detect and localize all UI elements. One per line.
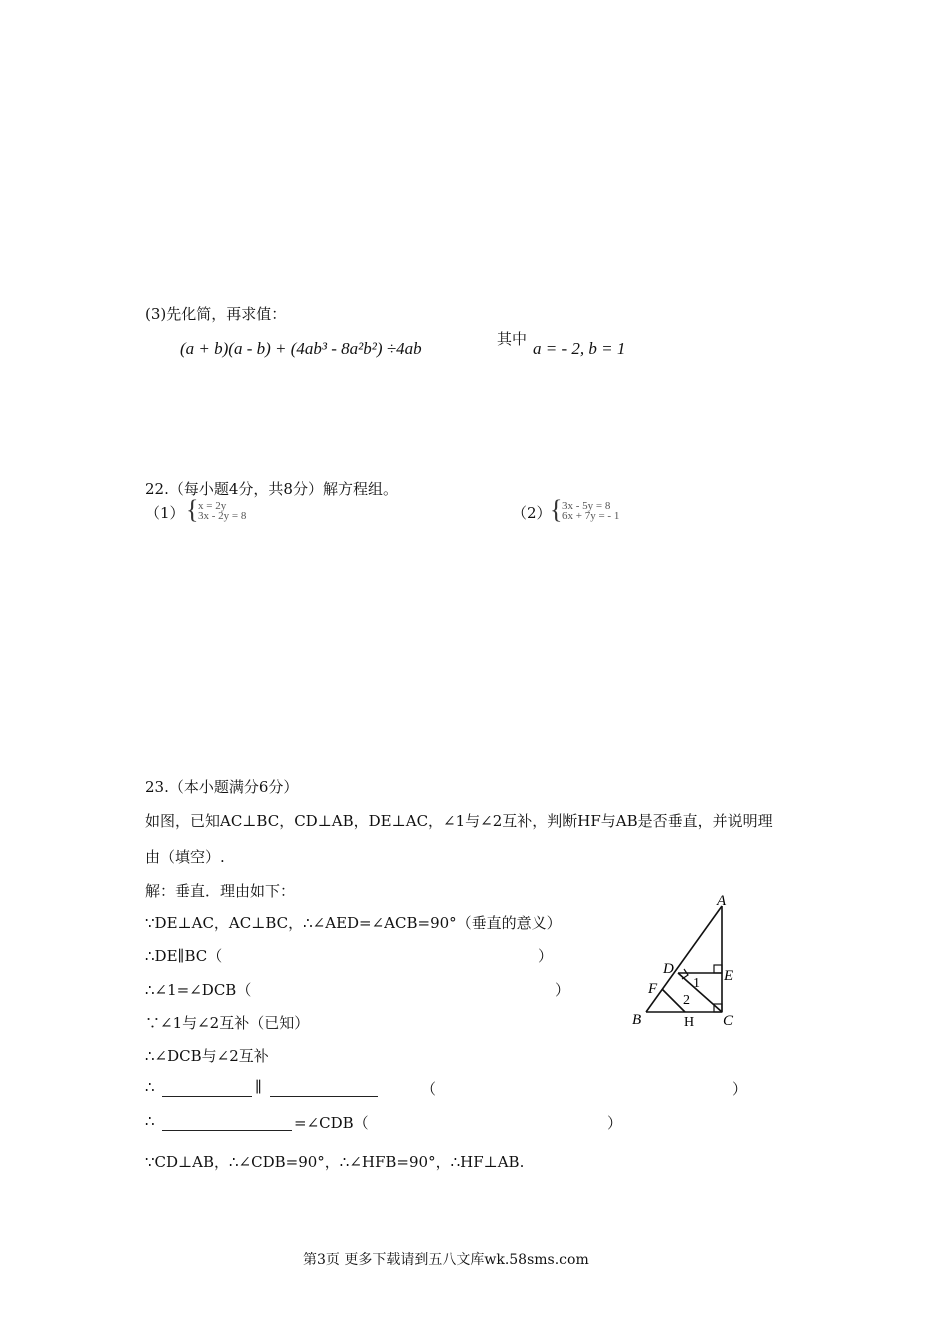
q23-step8: ∵CD⊥AB，∴∠CDB=90°，∴∠HFB=90°，∴HF⊥AB. xyxy=(145,1153,525,1171)
q22-part2-brace: { xyxy=(550,495,563,524)
q23-step7-therefore: ∴ xyxy=(145,1112,155,1130)
q22-part2-eq2: 6x + 7y = - 1 xyxy=(562,510,620,522)
q23-problem-line2: 由（填空）. xyxy=(145,848,225,866)
q23-step6-open: （ xyxy=(421,1080,437,1098)
q23-step2-start: ∴DE∥BC（ xyxy=(145,947,223,965)
q21-condition-label: 其中 xyxy=(497,330,528,348)
label-f: F xyxy=(648,981,658,997)
q21-condition-values: a = - 2, b = 1 xyxy=(533,339,626,358)
q21-part3-label: (3)先化简，再求值： xyxy=(145,305,287,323)
label-e: E xyxy=(724,968,734,984)
q23-step1: ∵DE⊥AC，AC⊥BC，∴∠AED=∠ACB=90°（垂直的意义） xyxy=(145,914,562,932)
page-footer: 第3页 更多下载请到五八文库wk.58sms.com xyxy=(303,1252,589,1268)
right-angle-e xyxy=(714,965,722,973)
q23-step2-end: ） xyxy=(538,947,554,965)
q23-step7-blank[interactable] xyxy=(162,1116,292,1131)
q22-part2-label: （2） xyxy=(512,504,552,522)
q21-expression: (a + b)(a - b) + (4ab³ - 8a²b²) ÷4ab xyxy=(180,339,422,358)
label-angle-1: 1 xyxy=(693,976,700,991)
q22-part1-eq2: 3x - 2y = 8 xyxy=(198,510,247,522)
label-angle-2: 2 xyxy=(683,993,690,1008)
q23-step5: ∴∠DCB与∠2互补 xyxy=(145,1047,269,1065)
q22-part1-brace: { xyxy=(186,495,199,524)
q23-step6-parallel: ∥ xyxy=(255,1078,262,1096)
q23-step6-blank1[interactable] xyxy=(162,1082,252,1097)
label-h: H xyxy=(684,1015,695,1030)
q23-step6-blank2[interactable] xyxy=(270,1082,378,1097)
label-a: A xyxy=(717,893,727,909)
q23-step7-close: ） xyxy=(607,1114,623,1132)
q23-geometry-figure xyxy=(625,890,745,1035)
q22-heading: 22.（每小题4分，共8分）解方程组。 xyxy=(145,480,398,498)
q23-step7-middle: =∠CDB（ xyxy=(294,1114,369,1132)
q23-step6-close: ） xyxy=(732,1080,748,1098)
label-c: C xyxy=(723,1013,734,1029)
q23-step6-therefore: ∴ xyxy=(145,1078,155,1096)
q23-heading: 23.（本小题满分6分） xyxy=(145,778,299,796)
q23-problem-line1: 如图，已知AC⊥BC，CD⊥AB，DE⊥AC，∠1与∠2互补，判断HF与AB是否垂直，并说明理 xyxy=(145,812,773,830)
q23-step3-end: ） xyxy=(555,981,571,999)
q23-step3-start: ∴∠1=∠DCB（ xyxy=(145,981,252,999)
label-b: B xyxy=(632,1012,642,1028)
q22-part1-eq1: x = 2y xyxy=(198,500,227,512)
q22-part1-label: （1） xyxy=(145,504,185,522)
q23-answer-intro: 解：垂直．理由如下： xyxy=(145,882,296,900)
q22-part2-eq1: 3x - 5y = 8 xyxy=(562,500,611,512)
label-d: D xyxy=(663,961,674,977)
q23-step4: ∵∠1与∠2互补（已知） xyxy=(145,1014,310,1032)
segment-hf xyxy=(662,989,685,1012)
